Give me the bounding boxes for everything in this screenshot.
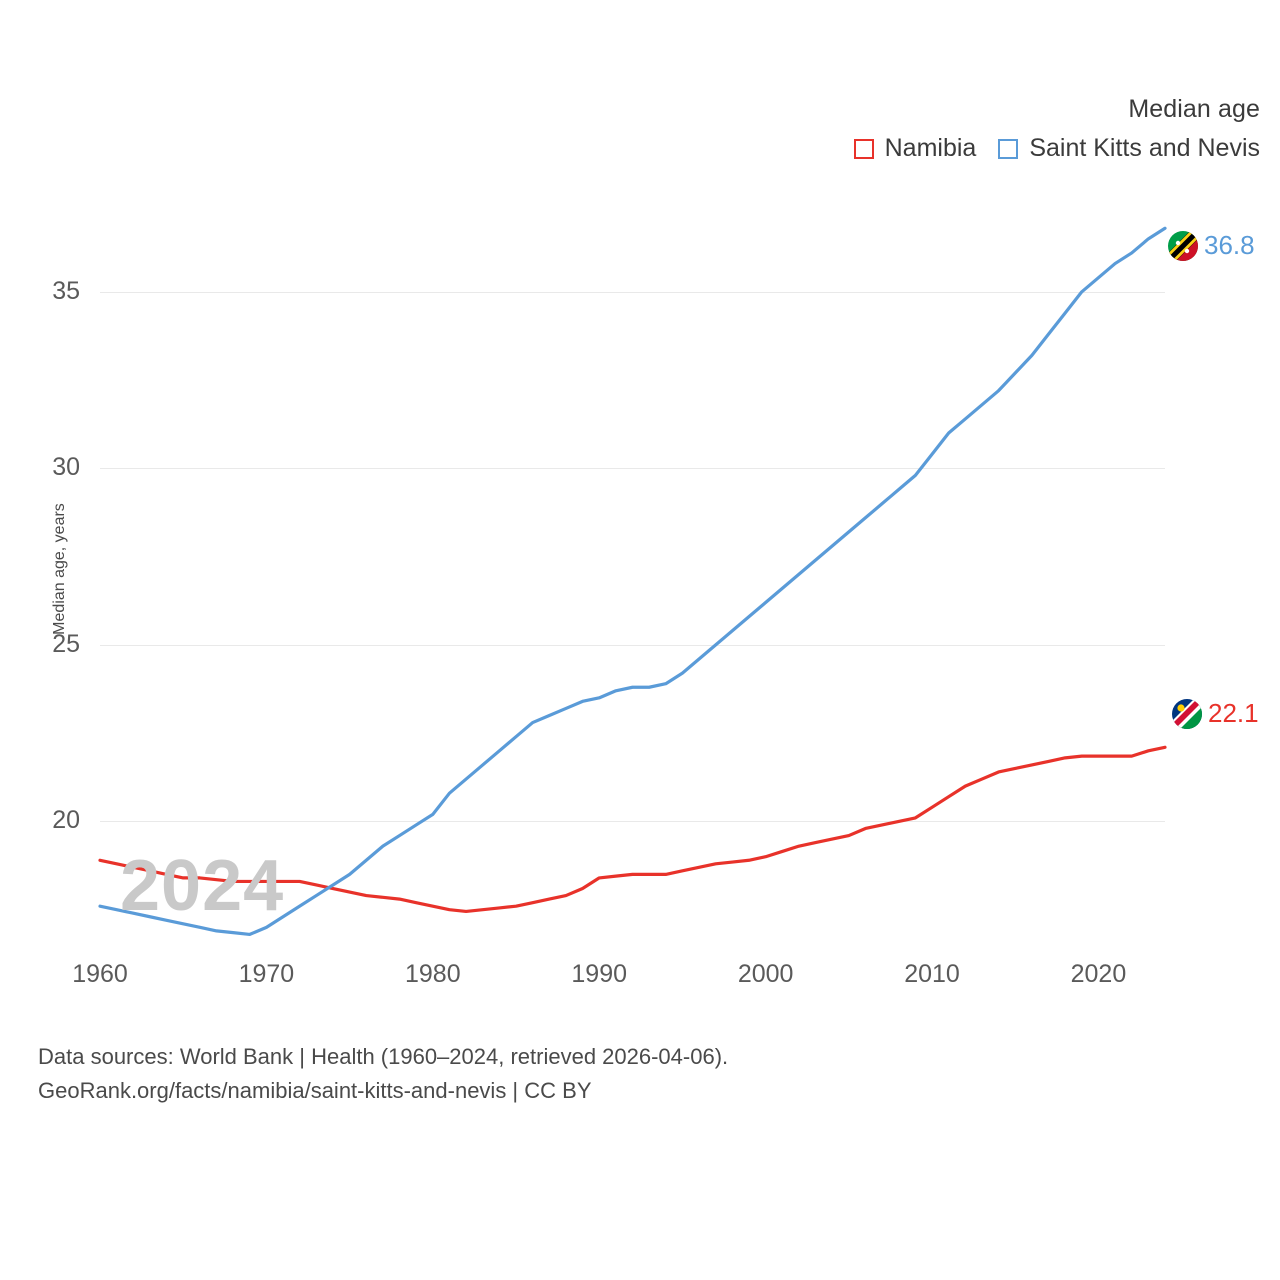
x-tick-label: 1960: [72, 960, 128, 988]
x-tick-label: 2010: [904, 960, 960, 988]
y-tick-label: 25: [52, 629, 80, 658]
legend-title: Median age: [1128, 95, 1260, 123]
y-axis-title: Median age, years: [51, 503, 68, 635]
footer-line-1: Data sources: World Bank | Health (1960–2024, retrieved 2026-04-06).: [38, 1044, 729, 1069]
end-label-saint-kitts-and-nevis: [1168, 230, 1255, 261]
end-value-namibia: 22.1: [1208, 698, 1259, 728]
x-tick-label: 1980: [405, 960, 461, 988]
x-tick-label: 1990: [571, 960, 628, 988]
year-watermark: 2024: [120, 846, 285, 926]
series-lines: [100, 200, 1165, 945]
chart-legend: [700, 95, 1260, 163]
y-tick-label: 35: [52, 276, 80, 305]
end-value-saint-kitts-and-nevis: 36.8: [1204, 230, 1255, 260]
legend-label-saint-kitts-and-nevis: Saint Kitts and Nevis: [1029, 134, 1260, 162]
flag-icon-namibia: [1172, 699, 1202, 729]
legend-swatch-namibia: [854, 139, 874, 159]
footer-line-2: GeoRank.org/facts/namibia/saint-kitts-and-nevis | CC BY: [38, 1078, 592, 1104]
legend-item-saint-kitts-and-nevis[interactable]: [998, 134, 1260, 163]
line-saint-kitts-and-nevis: [100, 228, 1165, 934]
legend-swatch-saint-kitts-and-nevis: [998, 139, 1018, 159]
x-tick-label: 2020: [1070, 960, 1127, 988]
flag-icon-saint-kitts-and-nevis: [1168, 231, 1198, 261]
end-label-namibia: [1172, 698, 1259, 729]
legend-label-namibia: Namibia: [884, 134, 977, 162]
y-tick-label: 20: [52, 806, 80, 835]
legend-item-namibia[interactable]: [854, 134, 977, 163]
x-tick-label: 2000: [737, 960, 794, 988]
x-tick-label: 1970: [238, 960, 295, 988]
footer-sources: [38, 1040, 728, 1108]
y-tick-label: 30: [52, 453, 80, 482]
